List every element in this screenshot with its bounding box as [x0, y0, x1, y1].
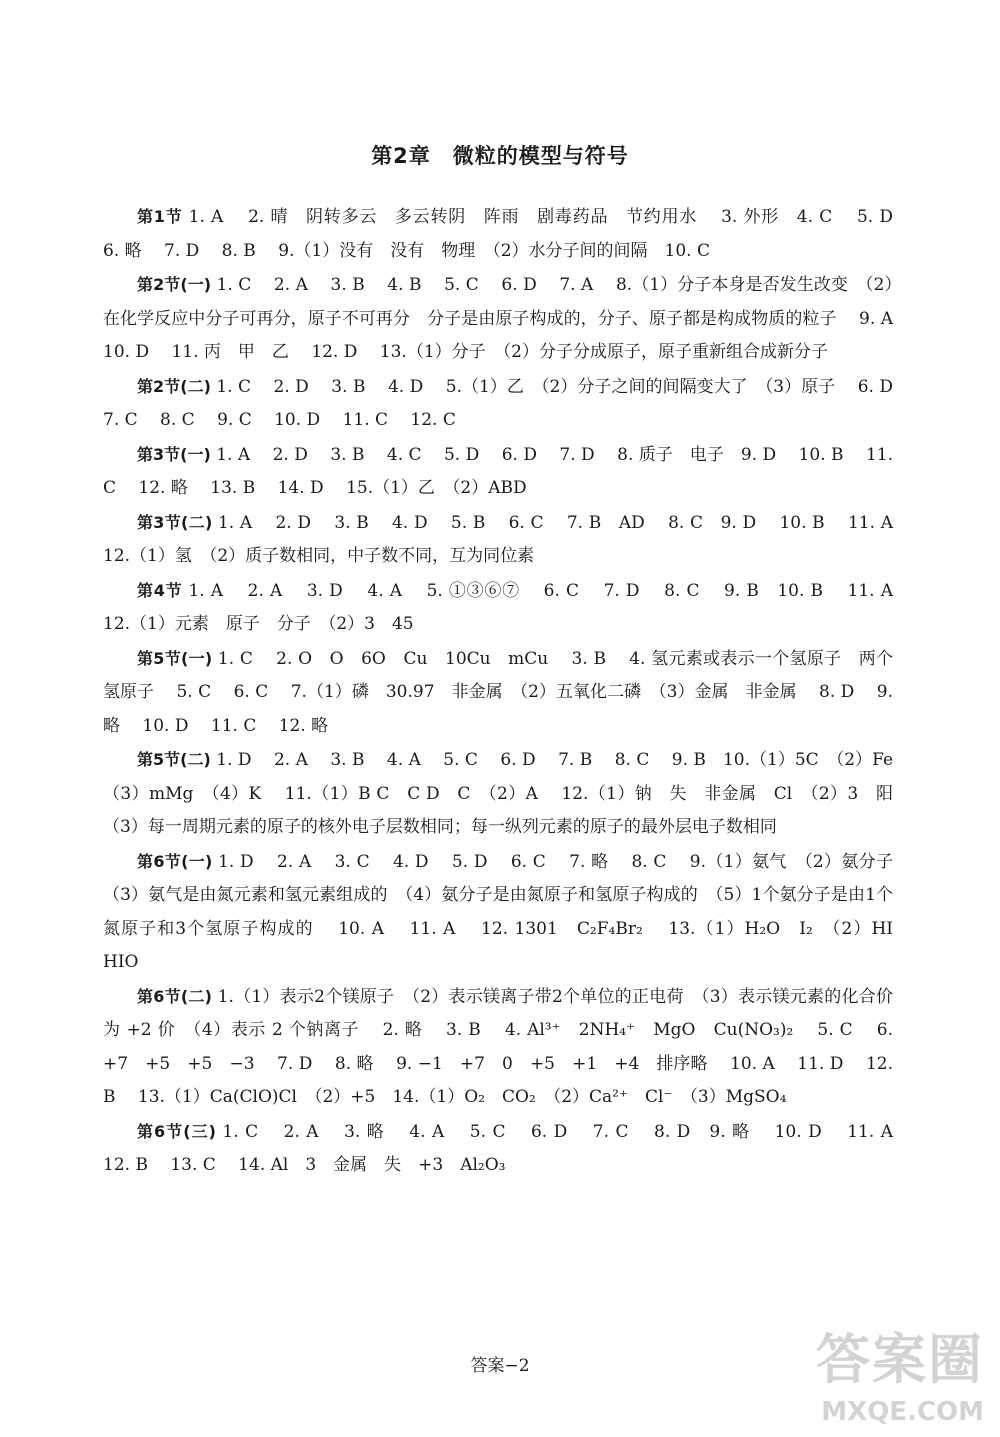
- answer-paragraph: [103, 1115, 916, 1183]
- section-label: 第3节(一): [137, 444, 211, 464]
- watermark-url: MXQE.COM: [821, 1397, 984, 1427]
- answer-paragraph: [103, 200, 916, 268]
- answer-paragraph: [103, 574, 916, 642]
- section-label: 第6节(二): [137, 986, 212, 1006]
- answer-paragraph: [103, 845, 910, 980]
- answer-paragraph: [103, 743, 911, 845]
- answer-paragraph: [103, 438, 893, 506]
- answer-text: 1. C 2. A 3. 略 4. A 5. C 6. D 7. C 8. D 9. 略 10. D 11. A 12. B 13. C 14. Al 3 金属 失 +3 Al₂O₃: [103, 1121, 916, 1175]
- section-label: 第2节(二): [137, 376, 211, 396]
- section-label: 第5节(二): [137, 750, 211, 769]
- section-label: 第4节: [137, 580, 183, 600]
- section-label: 第6节(三): [137, 1121, 216, 1141]
- section-label: 第6节(一): [137, 851, 213, 871]
- answer-text: 1. C 2. A 3. B 4. B 5. C 6. D 7. A 8.（1）分子本身是否发生改变 （2）在化学反应中分子可再分，原子不可再分 分子是由原子构成的，分子、原子都是构成物质的粒子 9. A 10. D 11. 丙 甲 乙 12. D 13.（1）分子 （2）分子分成原子，原子重新组合成新分子: [103, 275, 916, 362]
- watermark-logo: [739, 1317, 984, 1427]
- section-label: 第1节: [137, 207, 183, 226]
- section-label: 第5节(一): [137, 648, 213, 668]
- answer-paragraph: [103, 268, 916, 370]
- page-footer: 答案−2: [470, 1356, 530, 1376]
- section-label: 第2节(一): [137, 275, 212, 294]
- answer-paragraph: [103, 980, 893, 1115]
- answer-text: 1. A 2. D 3. B 4. C 5. D 6. D 7. D 8. 质子 电子 9. D 10. B 11. C 12. 略 13. B 14. D 15.（1）乙 （2）ABD: [103, 444, 893, 498]
- section-label: 第3节(二): [137, 512, 213, 532]
- answer-paragraph: [103, 642, 893, 744]
- answer-text: 1. C 2. D 3. B 4. D 5.（1）乙 （2）分子之间的间隔变大了 （3）原子 6. D 7. C 8. C 9. C 10. D 11. C 12. C: [103, 376, 916, 430]
- answer-text: 1. D 2. A 3. B 4. A 5. C 6. D 7. B 8. C 9. B 10.（1）5C （2）Fe （3）mMg （4）K 11.（1）B C C D C （2）A 12.（1）钠 失 非金属 Cl （2）3 阳 （3）每一周期元素的原子的核外电子层数相同；每一纵列元素的原子的最外层电子数相同: [103, 750, 911, 837]
- answer-content: [103, 200, 916, 1183]
- page-title: 第2章 微粒的模型与符号: [371, 144, 629, 168]
- answer-text: 1.（1）表示2个镁原子 （2）表示镁离子带2个单位的正电荷 （3）表示镁元素的化合价为 +2 价 （4）表示 2 个钠离子 2. 略 3. B 4. Al³⁺ 2NH₄⁺ MgO Cu(NO₃)₂ 5. C 6. +7 +5 +5 −3 7. D 8. 略 9. −1 +7 0 +5 +1 +4 排序略 10. A 11. D 12. B 13.（1）Ca(ClO)Cl （2）+5 14.（1）O₂ CO₂ （2）Ca²⁺ Cl⁻ （3）MgSO₄: [103, 986, 894, 1107]
- answer-text: 1. A 2. 晴 阴转多云 多云转阴 阵雨 剧毒药品 节约用水 3. 外形 4. C 5. D 6. 略 7. D 8. B 9.（1）没有 没有 物理 （2）水分子间的间隔 10. C: [103, 207, 916, 261]
- answer-paragraph: [103, 370, 916, 438]
- answer-text: 1. A 2. A 3. D 4. A 5. ①③⑥⑦ 6. C 7. D 8. C 9. B 10. B 11. A 12.（1）元素 原子 分子 （2）3 45: [103, 580, 916, 634]
- answer-text: 1. C 2. O O 6O Cu 10Cu mCu 3. B 4. 氢元素或表示一个氢原子 两个氢原子 5. C 6. C 7.（1）磷 30.97 非金属 （2）五氧化二磷 （3）金属 非金属 8. D 9. 略 10. D 11. C 12. 略: [103, 648, 893, 736]
- answer-paragraph: [103, 506, 916, 574]
- answer-text: 1. D 2. A 3. C 4. D 5. D 6. C 7. 略 8. C 9.（1）氨气 （2）氨分子 （3）氨气是由氮元素和氢元素组成的 （4）氨分子是由氮原子和氢原子构成的 （5）1个氨分子是由1个氮原子和3个氢原子构成的 10. A 11. A 12. 1301 C₂F₄Br₂ 13.（1）H₂O I₂ （2）HI HIO: [103, 851, 910, 972]
- watermark-main: 答案圈: [816, 1328, 984, 1391]
- answer-text: 1. A 2. D 3. B 4. D 5. B 6. C 7. B AD 8. C 9. D 10. B 11. A 12.（1）氢 （2）质子数相同，中子数不同，互为同位素: [103, 512, 916, 566]
